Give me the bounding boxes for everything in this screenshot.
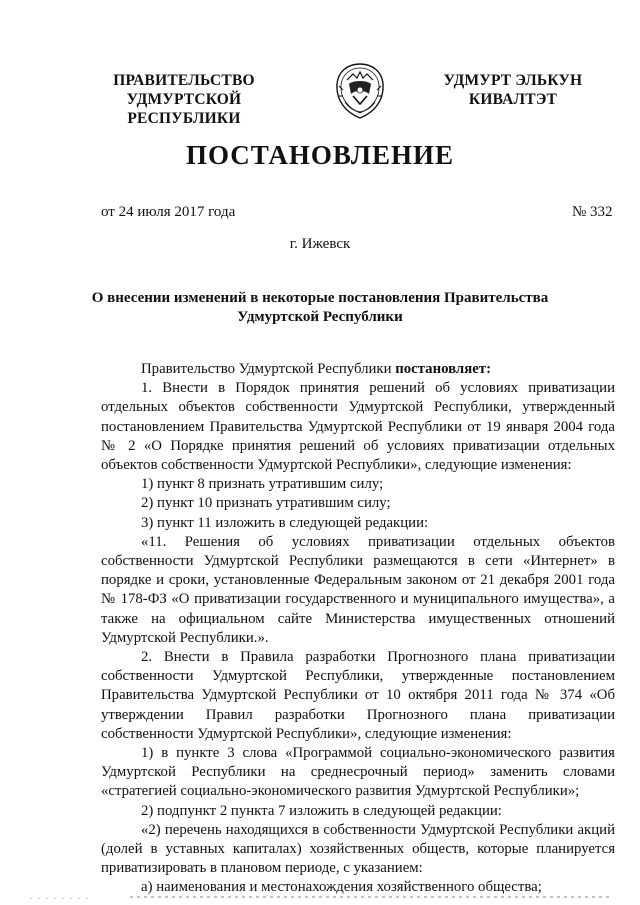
org-name-udmurt-line2: КИВАЛТЭТ — [468, 91, 558, 108]
scan-artifact-line — [130, 896, 610, 898]
paragraph-1-item-2: 2) пункт 10 признать утратившим силу; — [141, 495, 391, 512]
document-date: от 24 июля 2017 года — [101, 204, 236, 220]
document-subject — [0, 289, 640, 327]
document-number: № 332 — [572, 204, 613, 220]
paragraph-2-item-1: 1) в пункте 3 слова «Программой социально-экономического развития Удмуртской Республики на среднесрочный период» заменить словами «стратегией социально-экономического развития Удмуртской Республики»; — [101, 745, 615, 800]
org-name-udmurt-line1: УДМУРТ ЭЛЬКУН — [443, 72, 583, 89]
paragraph-2-item-2: 2) подпункт 2 пункта 7 изложить в следующей редакции: — [141, 802, 502, 819]
document-subject-line1: О внесении изменений в некоторые постановления Правительства — [91, 290, 549, 306]
document-subject-line2: Удмуртской Республики — [237, 309, 403, 325]
paragraph-2-item-2-a: а) наименования и местонахождения хозяйственного общества; — [141, 879, 542, 896]
org-name-russian-line2: УДМУРТСКОЙ РЕСПУБЛИКИ — [126, 91, 242, 127]
org-name-russian — [84, 71, 284, 128]
document-city: г. Ижевск — [289, 236, 351, 252]
document-body — [101, 360, 615, 898]
intro-paragraph — [101, 360, 615, 379]
org-name-udmurt — [438, 71, 588, 109]
scan-artifact-line-left — [30, 898, 90, 899]
paragraph-1-item-3: 3) пункт 11 изложить в следующей редакции: — [141, 514, 429, 531]
intro-decree-word: постановляет: — [395, 361, 491, 377]
paragraph-1-item-1: 1) пункт 8 признать утратившим силу; — [141, 476, 384, 493]
paragraph-2: 2. Внести в Правила разработки Прогнозного плана приватизации собственности Удмуртской Республики, утвержденные постановлением Правительства Удмуртской Республики от 10 октября 2011 года № 374 «Об утверждении Правил разработки Прогнозного плана приватизации собственности Удмуртской Республики», следующие изменения: — [101, 649, 615, 742]
intro-text: Правительство Удмуртской Республики — [141, 361, 396, 377]
org-name-russian-line1: ПРАВИТЕЛЬСТВО — [113, 72, 255, 89]
paragraph-1: 1. Внести в Порядок принятия решений об условиях приватизации отдельных объектов собственности Удмуртской Республики, утвержденный постановлением Правительства Удмуртской Республики от 19 января 2004 года № 2 «О Порядке принятия решений об условиях приватизации отдельных объектов собственности Удмуртской Республики», следующие изменения: — [101, 380, 615, 474]
paragraph-1-item-3-text: «11. Решения об условиях приватизации отдельных объектов собственности Удмуртской Республики размещаются в сети «Интернет» в порядке и сроки, установленные Федеральным законом от 21 декабря 2001 года № 178-ФЗ «О приватизации государственного и муниципального имущества», а также на официальном сайте Министерства имущественных отношений Удмуртской Республики.». — [101, 533, 615, 646]
document-title: ПОСТАНОВЛЕНИЕ — [185, 140, 455, 170]
coat-of-arms-icon — [333, 60, 387, 122]
paragraph-2-item-2-text: «2) перечень находящихся в собственности Удмуртской Республики акций (долей в уставных капиталах) хозяйственных обществ, которые планируется приватизировать в плановом периоде, с указанием: — [101, 821, 615, 877]
